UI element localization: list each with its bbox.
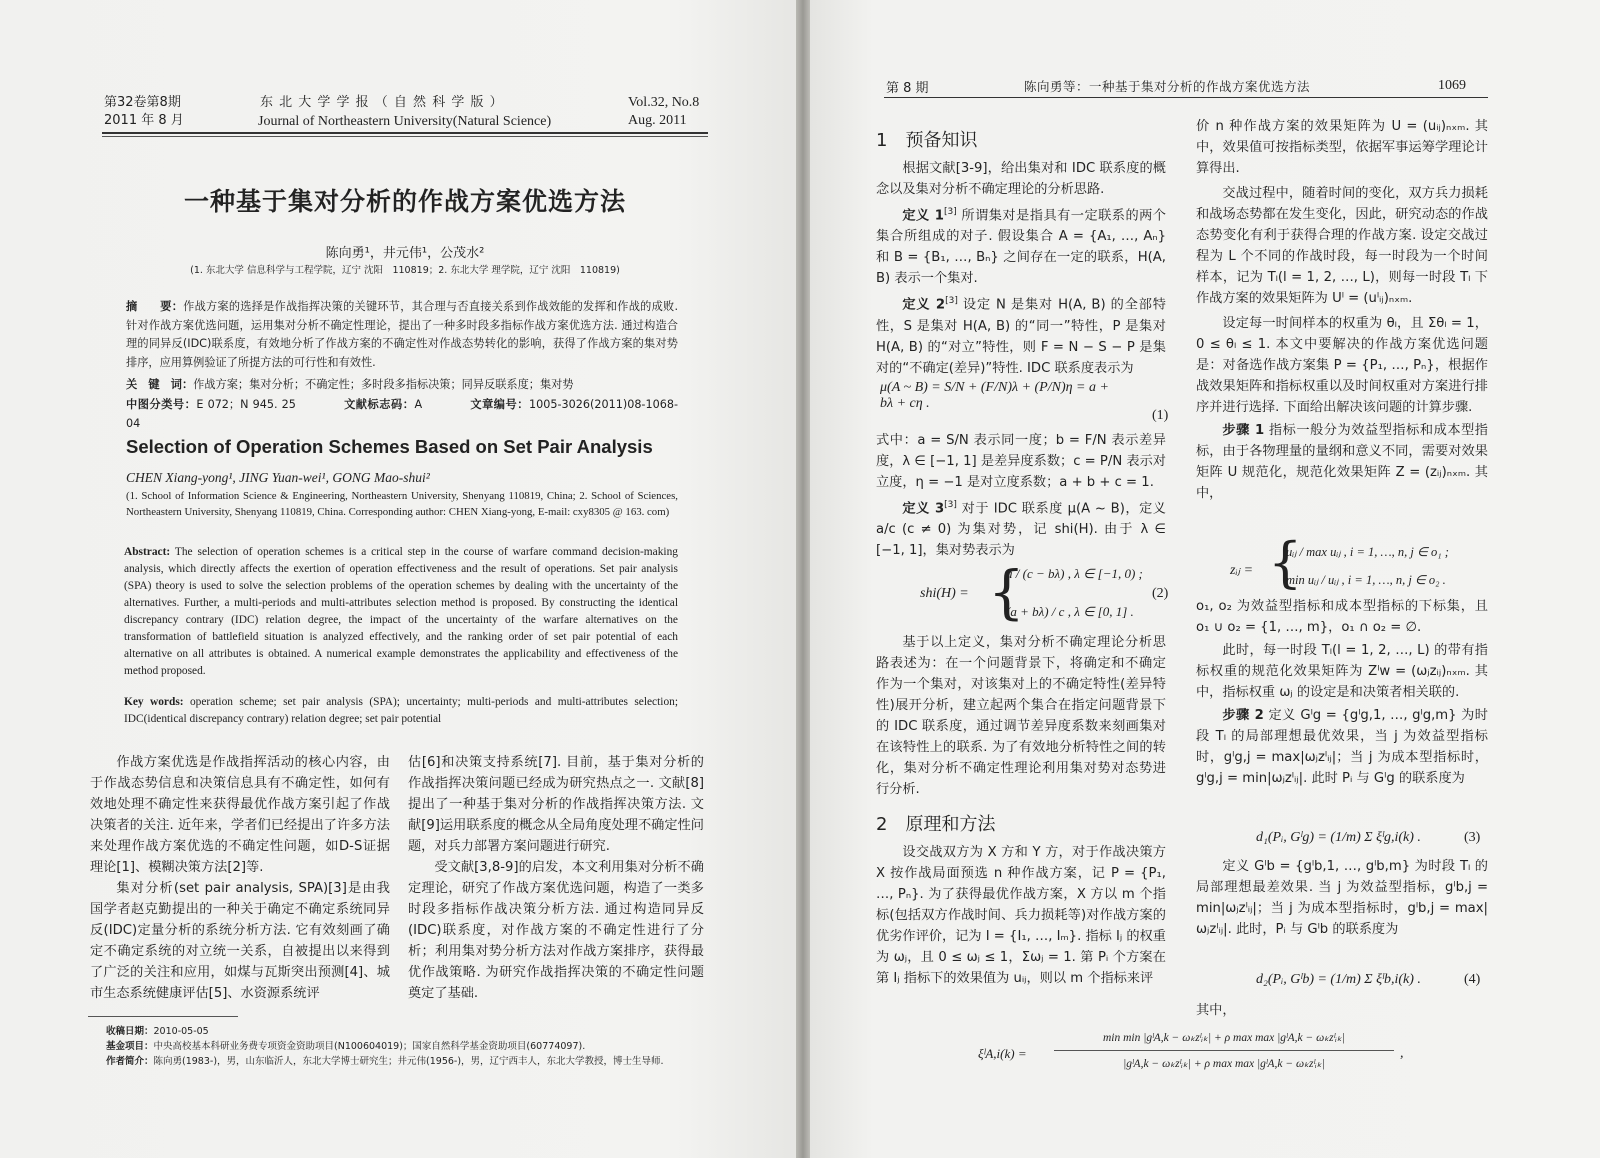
intro-paragraph: 集对分析(set pair analysis, SPA)[3]是由我国学者赵克勤提出的一种关于确定不确定系统同异反(IDC)定量分析的系统分析方法. 它有效刻画了确定不确定系统的对立统一关系，自被提出以来得到了广泛的关注和应用，如煤与瓦斯突出预测[4]、城市生态系统健康评估[5]、水资源系统评: [90, 881, 390, 1001]
intro-paragraph: 受文献[3,8-9]的启发，本文利用集对分析不确定理论，研究了作战方案优选问题，构造了一类多时段多指标作战决策分析方法. 通过构造同异反(IDC)联系度，对作战方案的不确定性进行了分析；利用集对势分析方法对作战方案排序，获得最优作战策略. 为研究作战指挥决策的不确定性问题奠定了基础.: [408, 860, 704, 1001]
footnote-rule: [88, 1016, 238, 1017]
step-2: 步骤 2 定义 Gˡg = {gˡg,1, …, gˡg,m} 为时段 Tₗ 的局部理想最优效果，当 j 为效益型指标时，gˡg,j = max|ωⱼzˡᵢⱼ|；当 j 为成本型指标时，gˡg,j = min|ωⱼzˡᵢⱼ|. 此时 Pᵢ 与 Gˡg 的联系度为: [1196, 708, 1488, 786]
paragraph: 定义 Gˡb = {gˡb,1, …, gˡb,m} 为时段 Tₗ 的局部理想最差效果. 当 j 为效益型指标，gˡb,j = min|ωⱼzˡᵢⱼ|；当 j 为成本型指标时，gˡb,j = max|ωⱼzˡᵢⱼ|. 此时，Pᵢ 与 Gˡb 的联系度为: [1196, 859, 1488, 937]
abstract-en-label: Abstract:: [124, 546, 171, 558]
paper-title-zh: 一种基于集对分析的作战方案优选方法: [183, 187, 626, 216]
paragraph: 价 n 种作战方案的效果矩阵为 U = (uᵢⱼ)ₙₓₘ. 其中，效果值可按指标类型，依据军事运筹学理论计算得出.: [1196, 119, 1488, 176]
right-column-2-lower: [1196, 856, 1488, 940]
keywords-en-text: operation scheme; set pair analysis (SPA); uncertainty; multi-periods and multi-attributes selection; IDC(identical discrepancy contrary) relation degree; set pair potential: [124, 696, 678, 725]
affiliation-en: (1. School of Information Science & Engineering, Northeastern University, Shenyang 110819, China; 2. School of Sciences, Northeastern University, Shenyang 110819, China. Corresponding author: CHEN Xiang-yong, E-mail: cxy8305 @ 163. com): [126, 490, 678, 518]
abstract-zh-text: 作战方案的选择是作战指挥决策的关键环节，其合理与否直接关系到作战效能的发挥和作战的成败. 针对作战方案优选问题，运用集对分析不确定性理论，提出了一种多时段多指标作战方案优选方法. 通过构造合理的同异反(IDC)联系度，有效地分析了作战方案的不确定性对作战态势转化的影响，获得了作战方案的集对势排序，应用算例验证了所提方法的可行性和有效性.: [126, 300, 678, 369]
header-volume-en: Vol.32, No.8: [628, 95, 700, 110]
left-page: [0, 0, 796, 1158]
right-column-1-sec2: [876, 842, 1166, 989]
equation-5-tail: ,: [1400, 1046, 1404, 1061]
section-1-heading: 1 预备知识: [876, 130, 978, 151]
equation-2-number: (2): [1152, 586, 1169, 601]
equation-2-case-2: (a + bλ) / c , λ ∈ [0, 1] .: [1006, 604, 1134, 619]
equation-1: μ(A ~ B) = S/N + (F/N)λ + (P/N)η = a + bλ + cη .: [880, 380, 1109, 411]
article-label: 文章编号：: [470, 398, 530, 411]
class-value: E 072；N 945. 25: [196, 398, 296, 411]
footnote-author: 作者简介：陈向勇(1983-)，男，山东临沂人，东北大学博士研究生；井元伟(1956-)，男，辽宁西丰人，东北大学教授，博士生导师.: [106, 1056, 664, 1067]
header-date-en: Aug. 2011: [628, 113, 687, 128]
equation-5-lhs: ξˡA,i(k) =: [978, 1046, 1027, 1061]
article-value: 1005-3026(2011)08-1068-04: [126, 398, 678, 430]
keywords-en-label: Key words:: [124, 696, 184, 708]
paragraph-qizhong: 其中，: [1196, 1003, 1236, 1018]
header-running-title: 陈向勇等：一种基于集对分析的作战方案优选方法: [1024, 79, 1311, 94]
equation-4: d₂(Pᵢ, Gˡb) = (1/m) Σ ξˡb,i(k) .: [1256, 972, 1421, 987]
equation-5-numerator: min min |gˡA,k − ωₖzˡᵢₖ| + ρ max max |gˡA,k − ωₖzˡᵢₖ|: [1102, 1032, 1346, 1044]
classification-line: [126, 396, 678, 433]
paper-title-en: Selection of Operation Schemes Based on Set Pair Analysis: [126, 436, 653, 457]
equation-4-number: (4): [1464, 972, 1481, 987]
class-label: 中图分类号：: [126, 398, 197, 411]
doc-value: A: [414, 398, 423, 411]
definition-2: 定义 2[3] 设定 N 是集对 H(A, B) 的全部特性，S 是集对 H(A, B) 的“同一”特性，P 是集对 H(A, B) 的“对立”特性，则 F = N − S − P 是集对的“不确定(差异)”特性. IDC 联系度表示为: [876, 296, 1166, 376]
intro-paragraph: 作战方案优选是作战指挥活动的核心内容，由于作战态势信息和决策信息具有不确定性，如何有效地处理不确定性来获得最优作战方案引起了作战决策者的关注. 近年来，学者们已经提出了许多方法来处理作战方案优选的不确定性问题，如D-S证据理论[1]、模糊决策方法[2]等.: [90, 755, 390, 875]
header-page-number: 1069: [1438, 78, 1466, 93]
authors-en: CHEN Xiang-yong¹, JING Yuan-wei¹, GONG Mao-shui²: [126, 470, 430, 485]
header-rule: [884, 97, 1488, 98]
right-column-1-mid: [876, 430, 1166, 561]
intro-paragraph: 估[6]和决策支持系统[7]. 目前，基于集对分析的作战指挥决策问题已经成为研究热点之一. 文献[8]提出了一种基于集对分析的作战指挥决策方法. 文献[9]运用联系度的概念从全局角度处理不确定性问题，对兵力部署方案问题进行研究.: [408, 755, 704, 854]
paragraph: 设交战双方为 X 方和 Y 方，对于作战决策方 X 按作战局面预选 n 种作战方案，记 P = {P₁, …, Pₙ}. 为了获得最优作战方案，X 方以 m 个指标(包括双方作战时间、兵力损耗等)对作战方案的优劣作评价，记为 I = {I₁, …, Iₘ}. 指标 Iⱼ 的权重为 ωⱼ，且 0 ≤ ωⱼ ≤ 1，Σωⱼ = 1. 第 Pᵢ 个方案在第 Iⱼ 指标下的效果值为 uᵢⱼ，则以 m 个指标来评: [876, 845, 1166, 986]
keywords-zh-text: 作战方案；集对分析；不确定性；多时段多指标决策；同异反联系度；集对势: [193, 378, 574, 391]
header-journal-zh: 东 北 大 学 学 报 （ 自 然 科 学 版 ）: [260, 95, 504, 110]
abstract-zh: [126, 298, 678, 372]
equation-5-denominator: |gˡA,k − ωₖzˡᵢₖ| + ρ max max |gˡA,k − ωₖzˡᵢₖ|: [1123, 1058, 1325, 1070]
equation-5-fraction-bar: [1054, 1050, 1394, 1051]
equation-2-brace: {: [988, 558, 1025, 626]
book-gutter: [796, 0, 810, 1158]
step-1: 步骤 1 指标一般分为效益型指标和成本型指标，由于各物理量的量纲和意义不同，需要对效果矩阵 U 规范化，规范化效果矩阵 Z = (zᵢⱼ)ₙₓₘ. 其中，: [1196, 423, 1488, 501]
header-rule: [102, 132, 708, 134]
right-page: [810, 0, 1600, 1158]
header-date-zh: 2011 年 8 月: [104, 113, 184, 128]
authors-zh: 陈向勇¹，井元伟¹，公茂水²: [325, 246, 485, 261]
footnote-received: 收稿日期：2010-05-05: [106, 1026, 209, 1037]
right-column-2-mid: [1196, 596, 1488, 789]
header-issue: 第 8 期: [886, 81, 929, 96]
equation-2-case-1: a / (c − bλ) , λ ∈ [−1, 0) ;: [1006, 566, 1143, 581]
footnote-funding: 基金项目：中央高校基本科研业务费专项资金资助项目(N100604019)；国家自然科学基金资助项目(60774097).: [106, 1041, 586, 1052]
affiliation-zh: (1. 东北大学 信息科学与工程学院，辽宁 沈阳 110819；2. 东北大学 理学院，辽宁 沈阳 110819): [190, 265, 620, 276]
definition-3: 定义 3[3] 对于 IDC 联系度 μ(A ~ B)，定义 a/c (c ≠ 0) 为集对势，记 shi(H). 由于 λ ∈ [−1, 1]，集对势表示为: [876, 500, 1166, 559]
equation-2-lhs: shi(H) =: [920, 586, 969, 601]
paragraph: 根据文献[3-9]，给出集对和 IDC 联系度的概念以及集对分析不确定理论的分析思路.: [876, 161, 1166, 197]
header-volume-zh: 第32卷第8期: [104, 95, 181, 110]
abstract-en-text: The selection of operation schemes is a critical step in the course of warfare command decision-making analysis, which directly affects the exertion of operation effectiveness and the result of operations. Set pair analysis (SPA) theory is used to solve the selection problems of the operation schemes by dealing with the uncertainty of the alternatives. Further, a multi-periods and multi-attributes selection method is proposed. By constructing the identical discrepancy contrary (IDC) relation degree, the impact of the uncertainty of the warfare alternatives on the transformation of battlefield situation is analyzed effectively, and the ranking order of set pair potential of each alternative on all attributes is obtained. A numerical example demonstrates the applicability and effectiveness of the method proposed.: [124, 546, 678, 677]
keywords-zh-label: 关 键 词：: [126, 378, 194, 391]
keywords-en: [124, 694, 678, 728]
equation-1-number: (1): [1152, 408, 1169, 423]
footnotes: [106, 1024, 696, 1069]
section-2-heading: 2 原理和方法: [876, 814, 996, 835]
header-journal-en: Journal of Northeastern University(Natural Science): [258, 114, 552, 129]
abstract-zh-label: 摘 要：: [126, 300, 184, 313]
equation-z-case-2: min uᵢⱼ / uᵢⱼ , i = 1, …, n, j ∈ o₂ .: [1286, 573, 1446, 587]
right-column-1-bottom: [876, 632, 1166, 800]
right-column-2-top: [1196, 116, 1488, 504]
intro-column-2: [408, 752, 704, 1004]
paragraph: 交战过程中，随着时间的变化，双方兵力损耗和战场态势都在发生变化，因此，研究动态的作战态势变化有利于获得合理的作战方案. 设定交战过程为 L 个不同的作战时段，每一时段为一个时间样本，记为 Tₗ(l = 1, 2, …, L)，则每一时段 Tₗ 下作战方案的效果矩阵为 Uˡ = (uˡᵢⱼ)ₙₓₘ.: [1196, 186, 1488, 306]
header-rule-thin: [102, 136, 708, 137]
definition-1: 定义 1[3] 所谓集对是指具有一定联系的两个集合所组成的对子. 假设集合 A = {A₁, …, Aₙ} 和 B = {B₁, …, Bₙ} 之间存在一定的联系，H(A, B) 表示一个集对.: [876, 207, 1166, 287]
doc-label: 文献标志码：: [344, 398, 415, 411]
equation-z-lhs: zᵢⱼ =: [1230, 563, 1254, 578]
paragraph: 设定每一时间样本的权重为 θₗ，且 Σθₗ = 1，0 ≤ θₗ ≤ 1. 本文中要解决的作战方案优选问题是：对备选作战方案集 P = {P₁, …, Pₙ}，根据作战效果矩阵和指标权重以及时间权重对方案进行排序并进行选择. 下面给出解决该问题的计算步骤.: [1196, 316, 1488, 415]
right-column-1-top: [876, 158, 1166, 379]
intro-column-1: [90, 752, 390, 1004]
keywords-zh: [126, 376, 678, 395]
paragraph: o₁, o₂ 为效益型指标和成本型指标的下标集，且 o₁ ∪ o₂ = {1, …, m}，o₁ ∩ o₂ = ∅.: [1196, 599, 1488, 635]
paragraph: 此时，每一时段 Tₗ(l = 1, 2, …, L) 的带有指标权重的规范化效果矩阵为 Zˡw = (ωⱼzᵢⱼ)ₙₓₘ. 其中，指标权重 ωⱼ 的设定是和决策者相关联的.: [1196, 643, 1488, 700]
equation-z-brace: {: [1268, 531, 1303, 594]
equation-z-case-1: uᵢⱼ / max uᵢⱼ , i = 1, …, n, j ∈ o₁ ;: [1286, 545, 1449, 559]
equation-3-number: (3): [1464, 830, 1481, 845]
equation-3: d₁(Pᵢ, Gˡg) = (1/m) Σ ξˡg,i(k) .: [1256, 830, 1421, 845]
equation-1-description: 式中：a = S/N 表示同一度；b = F/N 表示差异度，λ ∈ [−1, 1] 是差异度系数；c = P/N 表示对立度，η = −1 是对立度系数；a + b + c = 1.: [876, 433, 1166, 490]
abstract-en: [124, 544, 678, 680]
paragraph: 基于以上定义，集对分析不确定理论分析思路表述为：在一个问题背景下，将确定和不确定作为一个集对，对该集对上的不确定特性(差异特性)展开分析，建立起两个集合在指定问题背景下的 IDC 联系度，通过调节差异度系数来刻画集对在该特性上的联系. 为了有效地分析特性之间的转化，集对分析不确定性理论利用集对势对态势进行分析.: [876, 635, 1166, 797]
